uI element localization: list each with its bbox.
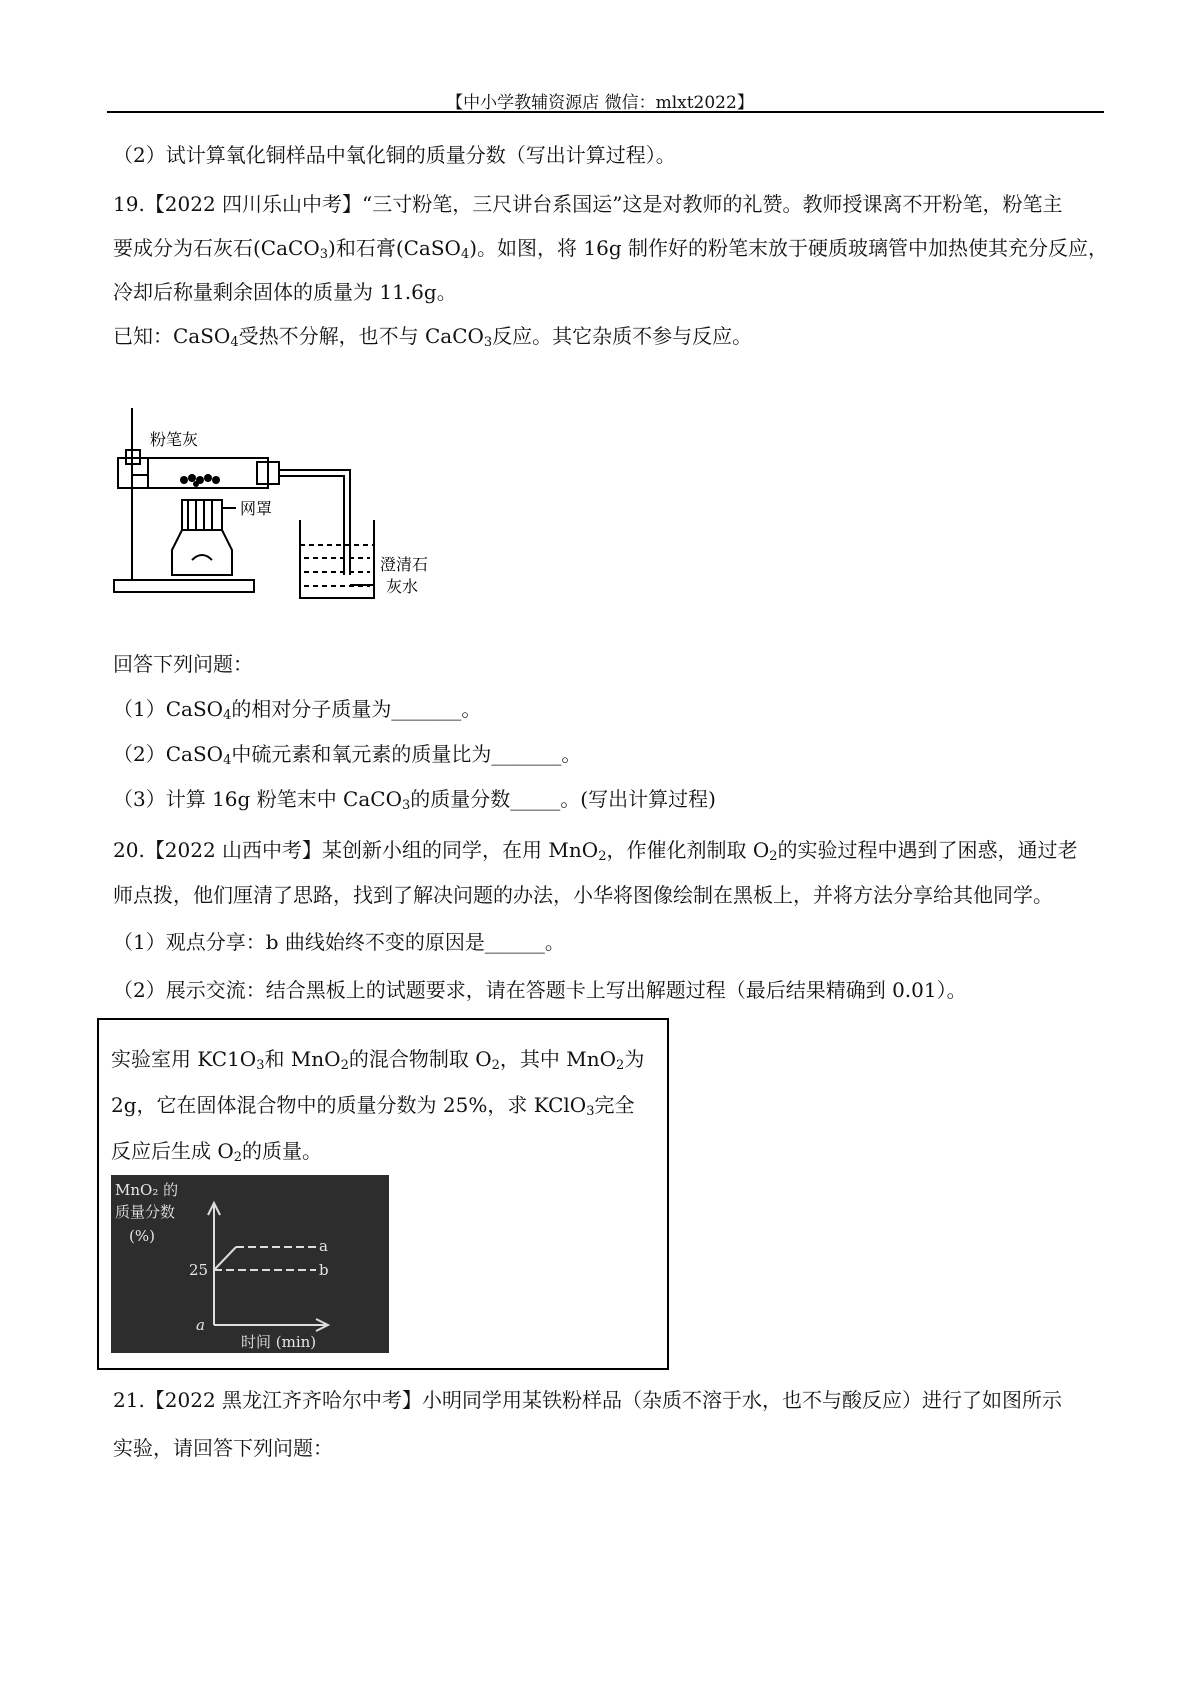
- graph-ylabel-3: (%): [129, 1227, 155, 1245]
- q19-part2: （2）CaSO$_4$中硫元素和氧元素的质量比为_______。: [113, 742, 582, 768]
- page-header: 【中小学教辅资源店 微信：mlxt2022】: [446, 93, 754, 113]
- label-chalk: 粉笔灰: [150, 432, 199, 449]
- box-line2: 2g，它在固体混合物中的质量分数为 25%，求 KClO$_3$完全: [111, 1093, 635, 1119]
- graph-origin: a: [196, 1316, 205, 1334]
- q20-line1: 20.【2022 山西中考】某创新小组的同学，在用 MnO$_2$，作催化剂制取 $O_2$的实验过程中遇到了困惑，通过老: [113, 838, 1078, 864]
- label-limewater-1: 澄清石: [380, 557, 429, 574]
- q20-line2: 师点拨，他们厘清了思路，找到了解决问题的办法，小华将图像绘制在黑板上，并将方法分享给其他同学。: [113, 883, 1053, 907]
- header-rule: [107, 111, 1104, 113]
- q21-line1: 21.【2022 黑龙江齐齐哈尔中考】小明同学用某铁粉样品（杂质不溶于水，也不与酸反应）进行了如图所示: [113, 1388, 1063, 1412]
- graph-tick-25: 25: [189, 1261, 209, 1279]
- q19-line1: 19.【2022 四川乐山中考】“三寸粉笔，三尺讲台系国运”这是对教师的礼赞。教师授课离不开粉笔，粉笔主: [113, 192, 1063, 216]
- q19-answer-intro: 回答下列问题：: [113, 652, 253, 676]
- q20-part2: （2）展示交流：结合黑板上的试题要求，请在答题卡上写出解题过程（最后结果精确到 0.01）。: [113, 978, 967, 1002]
- box-line1: 实验室用 $KC1O_3$和 MnO$_2$的混合物制取 $O_2$，其中 MnO$_2$为: [111, 1047, 645, 1073]
- q20-part1: （1）观点分享：b 曲线始终不变的原因是______。: [113, 930, 565, 954]
- label-limewater-2: 灰水: [386, 579, 419, 596]
- q19-part3: （3）计算 16g 粉笔末中 CaCO$_3$的质量分数_____。(写出计算过程): [113, 787, 716, 813]
- q19-part1: （1）CaSO$_4$的相对分子质量为_______。: [113, 697, 482, 723]
- label-mesh: 网罩: [240, 501, 273, 518]
- q19-line3: 冷却后称量剩余固体的质量为 11.6g。: [113, 280, 457, 304]
- blackboard-box: [97, 1018, 669, 1370]
- graph-curve-a: a: [319, 1237, 328, 1255]
- graph-xlabel: 时间 (min): [241, 1333, 317, 1351]
- q21-line2: 实验，请回答下列问题：: [113, 1436, 333, 1460]
- mno2-graph: [111, 1175, 389, 1353]
- graph-ylabel-1: MnO₂ 的: [115, 1181, 179, 1199]
- graph-curve-b: b: [319, 1261, 329, 1279]
- graph-ylabel-2: 质量分数: [115, 1203, 176, 1221]
- q19-known: 已知：CaSO$_4$受热不分解，也不与 CaCO$_3$反应。其它杂质不参与反应。: [113, 324, 753, 350]
- q19-line2: 要成分为石灰石(CaCO$_3$)和石膏(CaSO$_4$)。如图，将 16g 制作好的粉笔末放于硬质玻璃管中加热使其充分反应，: [113, 236, 1109, 262]
- q18-part2: （2）试计算氧化铜样品中氧化铜的质量分数（写出计算过程）。: [113, 143, 676, 167]
- box-line3: 反应后生成 $O_2$的质量。: [111, 1139, 323, 1165]
- apparatus-figure: [112, 400, 452, 612]
